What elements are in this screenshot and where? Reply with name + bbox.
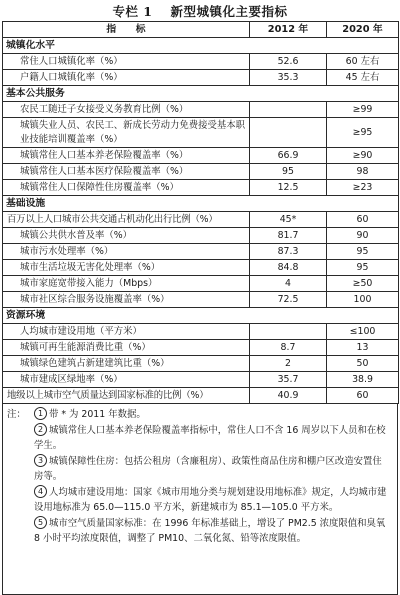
note-text: 城市空气质量国家标准：在 1996 年标准基础上，增设了 PM2.5 浓度限值和臭氧 8 小时平均浓度限值，调整了 PM10、二氧化氮、铅等浓度限值。 [34,517,386,544]
value-2012-cell: 95 [250,164,327,180]
value-2012-cell: 40.9 [250,388,327,404]
note-text: 城镇保障性住房：包括公租房（含廉租房）、政策性商品住房和棚户区改造安置住房等。 [34,455,382,482]
indicator-cell: 常住人口城镇化率（%） [3,54,250,70]
section-title: 基础设施 [3,196,399,212]
value-2020-cell: ≥23 [327,180,399,196]
value-2020-cell: 45 左右 [327,70,399,86]
table-row [3,70,399,86]
indicator-cell: 城市生活垃圾无害化处理率（%） [3,260,250,276]
header-2012: 2012 年 [250,22,327,38]
note-item [3,407,397,423]
indicator-cell: 城市建成区绿地率（%） [3,372,250,388]
value-2020-cell: 13 [327,340,399,356]
indicator-cell: 城镇常住人口基本养老保险覆盖率（%） [3,148,250,164]
value-2020-cell: 60 [327,388,399,404]
table-row [3,54,399,70]
section-title: 资源环境 [3,308,399,324]
value-2020-cell: 50 [327,356,399,372]
value-2012-cell [250,118,327,148]
indicator-cell: 城镇可再生能源消费比重（%） [3,340,250,356]
value-2020-cell: ≤100 [327,324,399,340]
note-number: 4 [34,485,47,498]
value-2020-cell: ≥95 [327,118,399,148]
indicator-cell: 户籍人口城镇化率（%） [3,70,250,86]
indicator-cell: 人均城市建设用地（平方米） [3,324,250,340]
value-2012-cell: 2 [250,356,327,372]
table-row [3,388,399,404]
value-2012-cell: 72.5 [250,292,327,308]
note-number: 3 [34,454,47,467]
page-title [2,3,398,21]
value-2020-cell: 95 [327,260,399,276]
indicator-cell: 农民工随迁子女接受义务教育比例（%） [3,102,250,118]
value-2012-cell: 81.7 [250,228,327,244]
note-item [3,423,397,454]
note-item [3,485,397,516]
value-2012-cell: 4 [250,276,327,292]
table-row [3,276,399,292]
value-2020-cell: 100 [327,292,399,308]
column-label: 专栏 1 [112,4,153,19]
note-text: 带 * 为 2011 年数据。 [49,409,146,420]
table-row [3,118,399,148]
value-2012-cell [250,324,327,340]
title-text: 新型城镇化主要指标 [170,4,288,19]
value-2020-cell: 95 [327,244,399,260]
value-2012-cell: 87.3 [250,244,327,260]
section-row [3,38,399,54]
value-2012-cell [250,102,327,118]
header-indicator: 指 标 [3,22,250,38]
table-row [3,244,399,260]
table-row [3,148,399,164]
indicator-cell: 城市污水处理率（%） [3,244,250,260]
value-2012-cell: 12.5 [250,180,327,196]
table-row [3,102,399,118]
value-2020-cell: 98 [327,164,399,180]
indicator-cell: 城镇绿色建筑占新建建筑比重（%） [3,356,250,372]
table-row [3,164,399,180]
value-2020-cell: 60 [327,212,399,228]
table-row [3,340,399,356]
value-2020-cell: ≥90 [327,148,399,164]
indicator-cell: 城市社区综合服务设施覆盖率（%） [3,292,250,308]
table-row [3,372,399,388]
table-row [3,356,399,372]
indicator-cell: 城市家庭宽带接入能力（Mbps） [3,276,250,292]
indicator-cell: 城镇公共供水普及率（%） [3,228,250,244]
note-item [3,454,397,485]
indicator-cell: 城镇常住人口基本医疗保险覆盖率（%） [3,164,250,180]
notes-section [2,404,398,595]
indicator-cell: 城镇常住人口保障性住房覆盖率（%） [3,180,250,196]
note-number: 2 [34,423,47,436]
note-item [3,516,397,547]
note-text: 人均城市建设用地：国家《城市用地分类与规划建设用地标准》规定，人均城市建设用地标准为 65.0—115.0 平方米，新建城市为 85.1—105.0 平方米。 [34,486,387,513]
indicator-cell: 百万以上人口城市公共交通占机动化出行比例（%） [3,212,250,228]
value-2012-cell: 35.3 [250,70,327,86]
section-row [3,196,399,212]
value-2012-cell: 66.9 [250,148,327,164]
value-2020-cell: 38.9 [327,372,399,388]
document-page [2,0,398,595]
note-text: 城镇常住人口基本养老保险覆盖率指标中，常住人口不含 16 周岁以下人员和在校学生。 [34,424,386,451]
indicator-cell: 城镇失业人员、农民工、新成长劳动力免费接受基本职业技能培训覆盖率（%） [3,118,250,148]
table-row [3,260,399,276]
value-2012-cell: 45* [250,212,327,228]
note-number: 1 [34,407,47,420]
value-2020-cell: ≥99 [327,102,399,118]
table-row [3,292,399,308]
value-2020-cell: ≥50 [327,276,399,292]
indicator-cell: 地级以上城市空气质量达到国家标准的比例（%） [3,388,250,404]
indicator-table [2,21,399,404]
section-row [3,308,399,324]
value-2012-cell: 84.8 [250,260,327,276]
value-2020-cell: 90 [327,228,399,244]
value-2012-cell: 52.6 [250,54,327,70]
table-row [3,228,399,244]
table-row [3,324,399,340]
table-header-row [3,22,399,38]
section-row [3,86,399,102]
value-2012-cell: 8.7 [250,340,327,356]
value-2020-cell: 60 左右 [327,54,399,70]
note-number: 5 [34,516,47,529]
notes-lead: 注： [7,409,26,420]
section-title: 城镇化水平 [3,38,399,54]
table-row [3,212,399,228]
section-title: 基本公共服务 [3,86,399,102]
value-2012-cell: 35.7 [250,372,327,388]
table-row [3,180,399,196]
header-2020: 2020 年 [327,22,399,38]
